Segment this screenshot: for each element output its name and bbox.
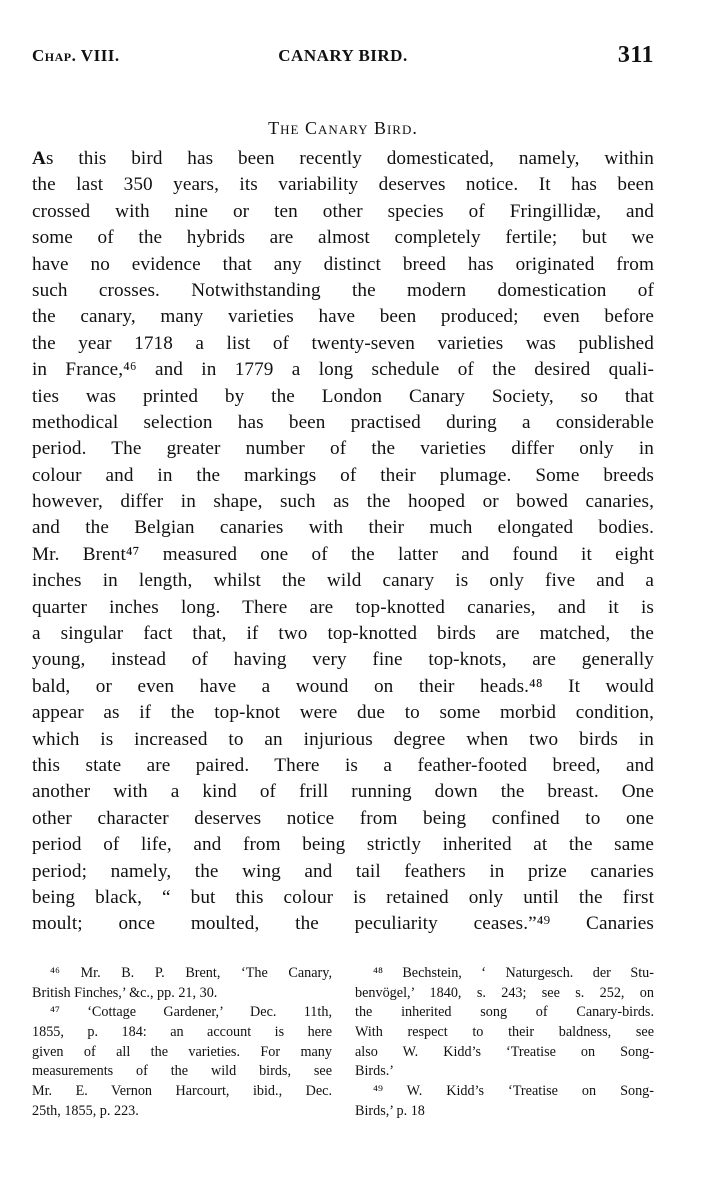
body-line: methodical selection has been practised during a considerable — [32, 411, 654, 433]
body-line: being black, “ but this colour is retained only until the first — [32, 886, 654, 908]
footnote-line: Birds,’ p. 18 — [355, 1102, 425, 1119]
body-line: ties was printed by the London Canary Society, so that — [32, 385, 654, 407]
footnote-line: Birds.’ — [355, 1063, 395, 1080]
body-line: and the Belgian canaries with their much elongated bodies. — [32, 517, 654, 539]
body-line: however, differ in shape, such as the hooped or bowed canaries, — [32, 491, 654, 513]
footnote-line: ⁴⁹ W. Kidd’s ‘Treatise on Song- — [373, 1083, 654, 1100]
body-text — [32, 146, 654, 938]
footnote-line: also W. Kidd’s ‘Treatise on Song- — [355, 1043, 654, 1060]
body-line: this state are paired. There is a feather-footed breed, and — [32, 754, 654, 776]
body-line: a singular fact that, if two top-knotted birds are matched, the — [32, 623, 654, 645]
body-line: another with a kind of frill running down the breast. One — [32, 781, 654, 803]
body-line: young, instead of having very fine top-knots, are generally — [32, 649, 654, 671]
footnote-line: ⁴⁶ Mr. B. P. Brent, ‘The Canary, — [50, 965, 332, 981]
body-line: bald, or even have a wound on their heads.⁴⁸ It would — [32, 675, 654, 697]
body-line: inches in length, whilst the wild canary is only five and a — [32, 570, 654, 592]
body-line: period; namely, the wing and tail feathers in prize canaries — [32, 860, 654, 882]
body-line: colour and in the markings of their plumage. Some breeds — [32, 464, 654, 486]
body-line: some of the hybrids are almost completely fertile; but we — [32, 227, 654, 249]
footnote-line: 25th, 1855, p. 223. — [32, 1102, 139, 1119]
footnote-line: given of all the varieties. For many — [32, 1043, 332, 1060]
body-line: the last 350 years, its variability deserves notice. It has been — [32, 174, 654, 196]
footnote-line: With respect to their baldness, see — [355, 1024, 654, 1041]
running-header — [32, 44, 654, 74]
body-line: moult; once moulted, the peculiarity ceases.”⁴⁹ Canaries — [32, 913, 654, 935]
footnote-line: measurements of the wild birds, see — [32, 1063, 332, 1080]
body-line: other character deserves notice from being confined to one — [32, 807, 654, 829]
footnotes-right-column — [355, 964, 654, 1122]
section-title: The Canary Bird. — [268, 118, 418, 138]
body-line: period of life, and from being strictly inherited at the same — [32, 834, 654, 856]
body-line: appear as if the top-knot were due to some morbid condition, — [32, 702, 654, 724]
body-line: the canary, many varieties have been produced; even before — [32, 306, 654, 328]
body-line: the year 1718 a list of twenty-seven varieties was published — [32, 332, 654, 354]
chapter-label: Chap. VIII. — [32, 46, 120, 65]
running-title: CANARY BIRD. — [278, 46, 408, 65]
footnote-line: the inherited song of Canary-birds. — [355, 1004, 654, 1021]
footnote-line: ⁴⁸ Bechstein, ‘ Naturgesch. der Stu- — [373, 965, 654, 981]
body-line: As this bird has been recently domesticated, namely, within — [32, 148, 654, 169]
body-line: which is increased to an injurious degree when two birds in — [32, 728, 654, 750]
body-line: in France,⁴⁶ and in 1779 a long schedule of the desired quali- — [32, 359, 654, 381]
page-number: 311 — [617, 42, 654, 68]
body-line: have no evidence that any distinct breed has originated from — [32, 253, 654, 275]
body-line: Mr. Brent⁴⁷ measured one of the latter and found it eight — [32, 543, 654, 565]
body-line: crossed with nine or ten other species of Fringillidæ, and — [32, 200, 654, 222]
footnotes-left-column — [32, 964, 332, 1122]
footnote-line: British Finches,’ &c., pp. 21, 30. — [32, 984, 218, 1001]
footnote-line: 1855, p. 184: an account is here — [32, 1024, 332, 1041]
body-line: period. The greater number of the varieties differ only in — [32, 438, 654, 460]
footnote-line: benvögel,’ 1840, s. 243; see s. 252, on — [355, 984, 654, 1001]
footnote-line: ⁴⁷ ‘Cottage Gardener,’ Dec. 11th, — [50, 1004, 332, 1021]
body-line: such crosses. Notwithstanding the modern domestication of — [32, 279, 654, 301]
body-line: quarter inches long. There are top-knotted canaries, and it is — [32, 596, 654, 618]
footnote-line: Mr. E. Vernon Harcourt, ibid., Dec. — [32, 1083, 332, 1100]
